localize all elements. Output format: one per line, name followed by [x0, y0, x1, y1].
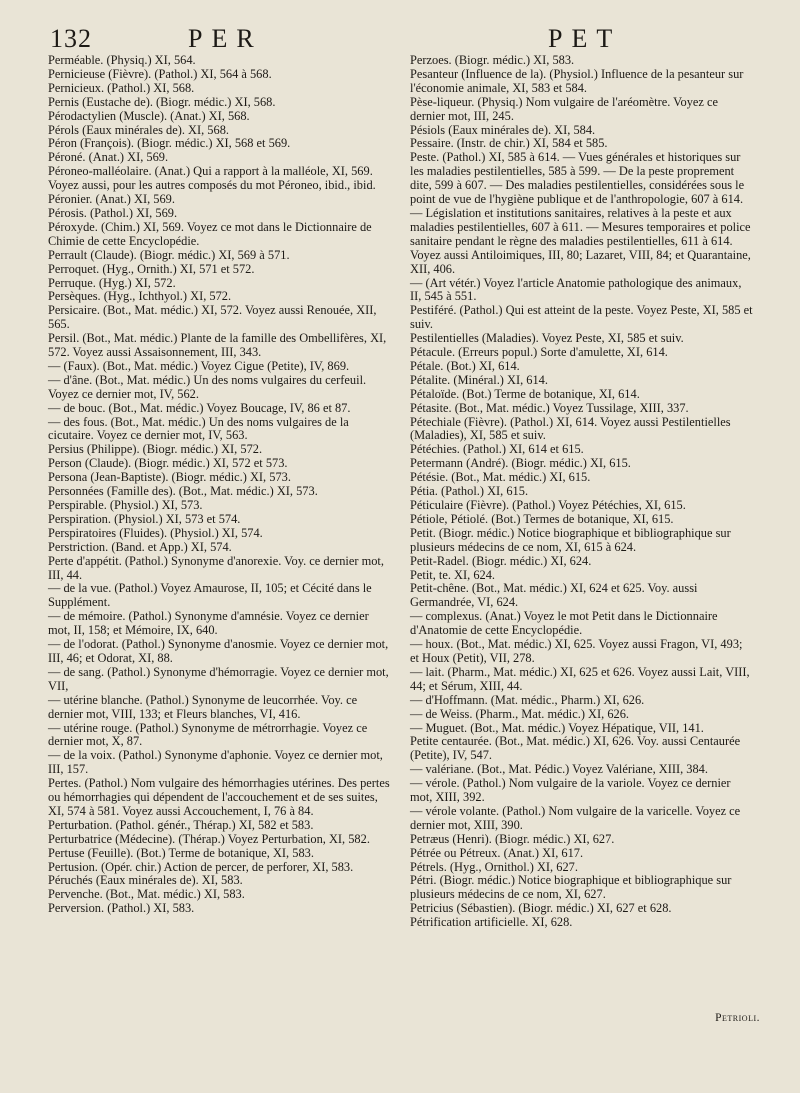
index-entry: Persil. (Bot., Mat. médic.) Plante de la famille des Ombellifères, XI, 572. Voyez aussi Assaisonnement, III, 343. [48, 331, 387, 360]
index-entry: Perturbatrice (Médecine). (Thérap.) Voyez Perturbation, XI, 582. [48, 831, 370, 846]
index-entry: Pérols (Eaux minérales de). XI, 568. [48, 122, 229, 137]
index-entry: — de la voix. (Pathol.) Synonyme d'aphonie. Voyez ce dernier mot, III, 157. [48, 748, 383, 777]
index-entry: Pesanteur (Influence de la). (Physiol.) Influence de la pesanteur sur l'économie animale, XI, 583 et 584. [410, 66, 744, 95]
index-entry: Perspiratoires (Fluides). (Physiol.) XI, 574. [48, 525, 263, 540]
index-entry: Pétrification artificielle. XI, 628. [410, 915, 573, 930]
index-entry: Pernicieuse (Fièvre). (Pathol.) XI, 564 à 568. [48, 66, 272, 81]
index-entry: — des fous. (Bot., Mat. médic.) Un des noms vulgaires de la cicutaire. Voyez ce dernier mot, IV, 563. [48, 414, 349, 443]
running-head-right: PET [548, 24, 622, 53]
index-entry: Pernicieux. (Pathol.) XI, 568. [48, 80, 195, 95]
index-entry: Petermann (André). (Biogr. médic.) XI, 615. [410, 456, 631, 471]
right-column [410, 54, 754, 930]
index-entry: — vérole volante. (Pathol.) Nom vulgaire de la varicelle. Voyez ce dernier mot, XIII, 390. [410, 803, 741, 832]
index-entry: Perte d'appétit. (Pathol.) Synonyme d'anorexie. Voy. ce dernier mot, III, 44. [48, 553, 384, 582]
index-entry: Pestiféré. (Pathol.) Qui est atteint de la peste. Voyez Peste, XI, 585 et suiv. [410, 303, 753, 332]
index-entry: Petit, te. XI, 624. [410, 567, 496, 582]
index-entry: Pertuse (Feuille). (Bot.) Terme de botanique, XI, 583. [48, 845, 314, 860]
index-entry: Persius (Philippe). (Biogr. médic.) XI, 572. [48, 442, 263, 457]
index-entry: — utérine blanche. (Pathol.) Synonyme de leucorrhée. Voy. ce dernier mot, VIII, 133; et Fleurs blanches, VI, 416. [48, 692, 358, 721]
index-entry: — lait. (Pharm., Mat. médic.) XI, 625 et 626. Voyez aussi Lait, VIII, 44; et Sérum, XIII, 44. [410, 664, 750, 693]
index-entry: Pétacule. (Erreurs popul.) Sorte d'amulette, XI, 614. [410, 345, 668, 360]
index-entry: Pernis (Eustache de). (Biogr. médic.) XI, 568. [48, 94, 276, 109]
index-entry: — vérole. (Pathol.) Nom vulgaire de la variole. Voyez ce dernier mot, XIII, 392. [410, 776, 731, 805]
index-entry: Pésiols (Eaux minérales de). XI, 584. [410, 122, 596, 137]
index-entry: Pertusion. (Opér. chir.) Action de percer, de perforer, XI, 583. [48, 859, 354, 874]
index-entry: Pétéchies. (Pathol.) XI, 614 et 615. [410, 442, 584, 457]
left-column [48, 54, 392, 916]
index-entry: — houx. (Bot., Mat. médic.) XI, 625. Voyez aussi Fragon, VI, 493; et Houx (Petit), VII, 278. [410, 637, 743, 665]
index-entry: Petit-chêne. (Bot., Mat. médic.) XI, 624 et 625. Voy. aussi Germandrée, VI, 624. [410, 581, 698, 610]
index-entry: Petit. (Biogr. médic.) Notice biographique et bibliographique sur plusieurs médecins de ce nom, XI, 615 à 624. [410, 525, 731, 554]
index-entry: Pétia. (Pathol.) XI, 615. [410, 484, 529, 499]
index-entry: Persèques. (Hyg., Ichthyol.) XI, 572. [48, 289, 232, 304]
index-entry: Pétésie. (Bot., Mat. médic.) XI, 615. [410, 470, 591, 485]
index-entry: — de Weiss. (Pharm., Mat. médic.) XI, 626. [410, 706, 630, 721]
index-entry: Persicaire. (Bot., Mat. médic.) XI, 572. Voyez aussi Renouée, XII, 565. [48, 303, 377, 332]
index-entry: Perstriction. (Band. et App.) XI, 574. [48, 539, 232, 554]
index-entry: Pétri. (Biogr. médic.) Notice biographique et bibliographique sur plusieurs médecins de ce nom, XI, 627. [410, 873, 732, 902]
index-entry: Peste. (Pathol.) XI, 585 à 614. — Vues générales et historiques sur les maladies pestilentielles, 585 à 599. — De la peste proprement dite, 599 à 607. — Des maladies pestilentielles, considérées sous le point de vue de l'hygiène publique et de l'anthropologie, 607 à 614. — Législation et institutions sanitaires, relatives à la peste et aux maladies pestilentielles, 607 à 611. — Mesures temporaires et police sanitaire pendant le règne des maladies pestilentielles, 611 à 614. Voyez aussi Antiloimiques, III, 80; Lazaret, VIII, 84; et Quarantaine, XII, 406. [410, 150, 751, 276]
index-entry: Person (Claude). (Biogr. médic.) XI, 572 et 573. [48, 456, 288, 471]
index-entry: — d'âne. (Bot., Mat. médic.) Un des noms vulgaires du cerfeuil. Voyez ce dernier mot, IV, 562. [48, 372, 367, 401]
index-entry: — d'Hoffmann. (Mat. médic., Pharm.) XI, 626. [410, 692, 645, 707]
index-entry: — complexus. (Anat.) Voyez le mot Petit dans le Dictionnaire d'Anatomie de cette Encyclopédie. [410, 609, 718, 638]
index-entry: Petræus (Henri). (Biogr. médic.) XI, 627. [410, 831, 615, 846]
page-header [50, 24, 770, 54]
index-entry: — valériane. (Bot., Mat. Pédic.) Voyez Valériane, XIII, 384. [410, 762, 708, 777]
index-entry: Pessaire. (Instr. de chir.) XI, 584 et 585. [410, 136, 608, 151]
index-entry: Pétasite. (Bot., Mat. médic.) Voyez Tussilage, XIII, 337. [410, 400, 689, 415]
index-entry: Péronier. (Anat.) XI, 569. [48, 192, 175, 207]
index-entry: Perzoes. (Biogr. médic.) XI, 583. [410, 53, 575, 67]
index-entry: — utérine rouge. (Pathol.) Synonyme de métrorrhagie. Voyez ce dernier mot, X, 87. [48, 720, 368, 749]
index-entry: Perroquet. (Hyg., Ornith.) XI, 571 et 572. [48, 261, 255, 276]
index-entry: — de sang. (Pathol.) Synonyme d'hémorragie. Voyez ce dernier mot, VII, [48, 664, 389, 693]
index-entry: Péruchés (Eaux minérales de). XI, 583. [48, 873, 243, 888]
index-entry: Pétechiale (Fièvre). (Pathol.) XI, 614. Voyez aussi Pestilentielles (Maladies), XI, 585 et suiv. [410, 414, 731, 443]
catchword: Petrioli. [715, 1012, 760, 1024]
index-entry: Péroneo-malléolaire. (Anat.) Qui a rapport à la malléole, XI, 569. Voyez aussi, pour les autres composés du mot Péroneo, ibid., ibid. [48, 164, 376, 193]
index-entry: Perspirable. (Physiol.) XI, 573. [48, 498, 203, 512]
index-entry: Persona (Jean-Baptiste). (Biogr. médic.) XI, 573. [48, 470, 291, 485]
index-entry: Pétiole, Pétiolé. (Bot.) Termes de botanique, XI, 615. [410, 511, 674, 526]
index-entry: Péticulaire (Fièvre). (Pathol.) Voyez Pétéchies, XI, 615. [410, 498, 686, 512]
index-entry: Pertes. (Pathol.) Nom vulgaire des hémorrhagies utérines. Des pertes ou hémorrhagies qui dépendent de l'accouchement et de ses suites, XI, 574 à 581. Voyez aussi Accouchement, I, 76 à 84. [48, 776, 390, 818]
index-entry: Petite centaurée. (Bot., Mat. médic.) XI, 626. Voy. aussi Centaurée (Petite), IV, 547. [410, 734, 741, 763]
index-entry: Pétrels. (Hyg., Ornithol.) XI, 627. [410, 859, 578, 874]
index-entry: Pervenche. (Bot., Mat. médic.) XI, 583. [48, 887, 245, 902]
index-entry: — (Faux). (Bot., Mat. médic.) Voyez Cigue (Petite), IV, 869. [48, 358, 350, 373]
index-entry: Péron (François). (Biogr. médic.) XI, 568 et 569. [48, 136, 291, 151]
index-entry: Pérosis. (Pathol.) XI, 569. [48, 205, 178, 220]
index-entry: Perturbation. (Pathol. génér., Thérap.) XI, 582 et 583. [48, 817, 314, 832]
index-entry: Perruque. (Hyg.) XI, 572. [48, 275, 176, 290]
index-entry: Pérodactylien (Muscle). (Anat.) XI, 568. [48, 108, 250, 123]
index-entry: — de bouc. (Bot., Mat. médic.) Voyez Boucage, IV, 86 et 87. [48, 400, 351, 415]
index-entry: Petit-Radel. (Biogr. médic.) XI, 624. [410, 553, 592, 568]
index-entry: Perrault (Claude). (Biogr. médic.) XI, 569 à 571. [48, 247, 290, 262]
index-entry: — Muguet. (Bot., Mat. médic.) Voyez Hépatique, VII, 141. [410, 720, 704, 735]
index-entry: Petricius (Sébastien). (Biogr. médic.) XI, 627 et 628. [410, 901, 672, 916]
index-entry: — de mémoire. (Pathol.) Synonyme d'amnésie. Voyez ce dernier mot, II, 158; et Mémoire, IX, 640. [48, 609, 369, 638]
index-entry: Pétalite. (Minéral.) XI, 614. [410, 372, 548, 387]
index-entry: Personnées (Famille des). (Bot., Mat. médic.) XI, 573. [48, 484, 318, 499]
index-entry: — de la vue. (Pathol.) Voyez Amaurose, II, 105; et Cécité dans le Supplément. [48, 581, 372, 610]
index-entry: Péroné. (Anat.) XI, 569. [48, 150, 169, 165]
index-entry: Péroxyde. (Chim.) XI, 569. Voyez ce mot dans le Dictionnaire de Chimie de cette Encyclopédie. [48, 219, 372, 248]
index-entry: — (Art vétér.) Voyez l'article Anatomie pathologique des animaux, II, 545 à 551. [410, 275, 742, 304]
index-entry: Pèse-liqueur. (Physiq.) Nom vulgaire de l'aréomètre. Voyez ce dernier mot, III, 245. [410, 94, 719, 123]
index-entry: Pestilentielles (Maladies). Voyez Peste, XI, 585 et suiv. [410, 331, 684, 346]
running-head-left: PER [188, 24, 263, 53]
page-number: 132 [50, 24, 92, 53]
index-entry: Pétaloïde. (Bot.) Terme de botanique, XI, 614. [410, 386, 640, 401]
index-entry: Perversion. (Pathol.) XI, 583. [48, 901, 195, 916]
index-entry: Pétale. (Bot.) XI, 614. [410, 358, 520, 373]
index-entry: — de l'odorat. (Pathol.) Synonyme d'anosmie. Voyez ce dernier mot, III, 46; et Odorat, XI, 88. [48, 637, 389, 665]
index-entry: Perméable. (Physiq.) XI, 564. [48, 53, 196, 67]
index-entry: Pétrée ou Pétreux. (Anat.) XI, 617. [410, 845, 584, 860]
index-entry: Perspiration. (Physiol.) XI, 573 et 574. [48, 511, 241, 526]
